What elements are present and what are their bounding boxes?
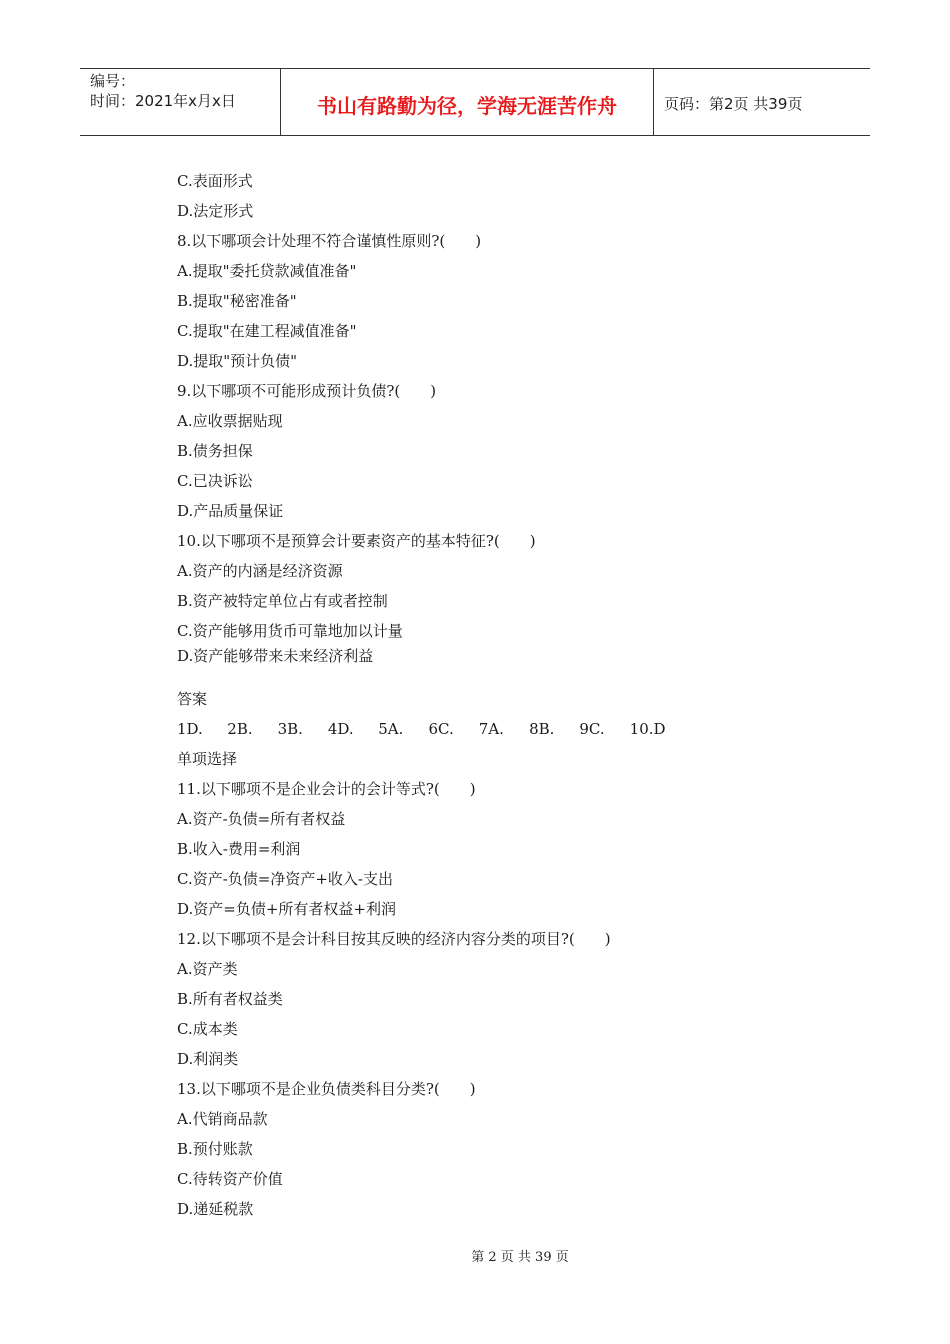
- text-line: C.资产-负债=净资产+收入-支出: [177, 870, 393, 888]
- text-line: D.资产能够带来未来经济利益: [177, 647, 374, 665]
- text-line: C.表面形式: [177, 172, 253, 190]
- text-line: B.所有者权益类: [177, 990, 283, 1008]
- text-line: C.资产能够用货币可靠地加以计量: [177, 622, 403, 640]
- answer-item: 8B.: [529, 720, 555, 738]
- text-line: A.资产-负债=所有者权益: [177, 810, 346, 828]
- text-line: C.待转资产价值: [177, 1170, 283, 1188]
- answer-item: 10.D: [629, 720, 666, 738]
- question-11: 11.以下哪项不是企业会计的会计等式?( ): [177, 780, 476, 798]
- text-line: B.债务担保: [177, 442, 253, 460]
- text-line: A.资产的内涵是经济资源: [177, 562, 343, 580]
- answer-item: 6C.: [428, 720, 454, 738]
- answer-item: 3B.: [277, 720, 303, 738]
- page-footer: 第 2 页 共 39 页: [471, 1250, 569, 1265]
- text-line: B.预付账款: [177, 1140, 253, 1158]
- text-line: B.收入-费用=利润: [177, 840, 301, 858]
- question-10: 10.以下哪项不是预算会计要素资产的基本特征?( ): [177, 532, 536, 550]
- text-line: C.成本类: [177, 1020, 238, 1038]
- question-13: 13.以下哪项不是企业负债类科目分类?( ): [177, 1080, 476, 1098]
- number-label: 编号：: [90, 72, 136, 90]
- text-line: D.提取"预计负债": [177, 352, 298, 370]
- page-header: [80, 68, 870, 136]
- text-line: B.提取"秘密准备": [177, 292, 297, 310]
- answer-item: 4D.: [327, 720, 354, 738]
- answer-list: [177, 714, 817, 744]
- document-body: [177, 166, 817, 1224]
- text-line: A.资产类: [177, 960, 238, 978]
- text-line: D.递延税款: [177, 1200, 254, 1218]
- header-page-label: 页码：第2页 共39页: [664, 94, 803, 113]
- header-meta: [80, 69, 281, 135]
- text-line: D.利润类: [177, 1050, 239, 1068]
- answer-item: 7A.: [478, 720, 504, 738]
- question-9: 9.以下哪项不可能形成预计负债?( ): [177, 382, 437, 400]
- answer-item: 9C.: [579, 720, 605, 738]
- text-line: A.提取"委托贷款减值准备": [177, 262, 357, 280]
- question-12: 12.以下哪项不是会计科目按其反映的经济内容分类的项目?( ): [177, 930, 611, 948]
- text-line: D.资产=负债+所有者权益+利润: [177, 900, 396, 918]
- question-8: 8.以下哪项会计处理不符合谨慎性原则?( ): [177, 232, 482, 250]
- section-heading: 单项选择: [177, 750, 238, 768]
- answer-heading: 答案: [177, 690, 208, 708]
- answer-item: 1D.: [177, 720, 203, 738]
- time-label: 时间：2021年x月x日: [90, 92, 236, 110]
- answer-item: 2B.: [227, 720, 253, 738]
- answer-item: 5A.: [378, 720, 404, 738]
- text-line: D.产品质量保证: [177, 502, 284, 520]
- header-motto: 书山有路勤为径，学海无涯苦作舟: [281, 69, 654, 135]
- text-line: D.法定形式: [177, 202, 254, 220]
- text-line: C.已决诉讼: [177, 472, 253, 490]
- text-line: B.资产被特定单位占有或者控制: [177, 592, 388, 610]
- text-line: A.应收票据贴现: [177, 412, 283, 430]
- text-line: A.代销商品款: [177, 1110, 268, 1128]
- text-line: C.提取"在建工程减值准备": [177, 322, 357, 340]
